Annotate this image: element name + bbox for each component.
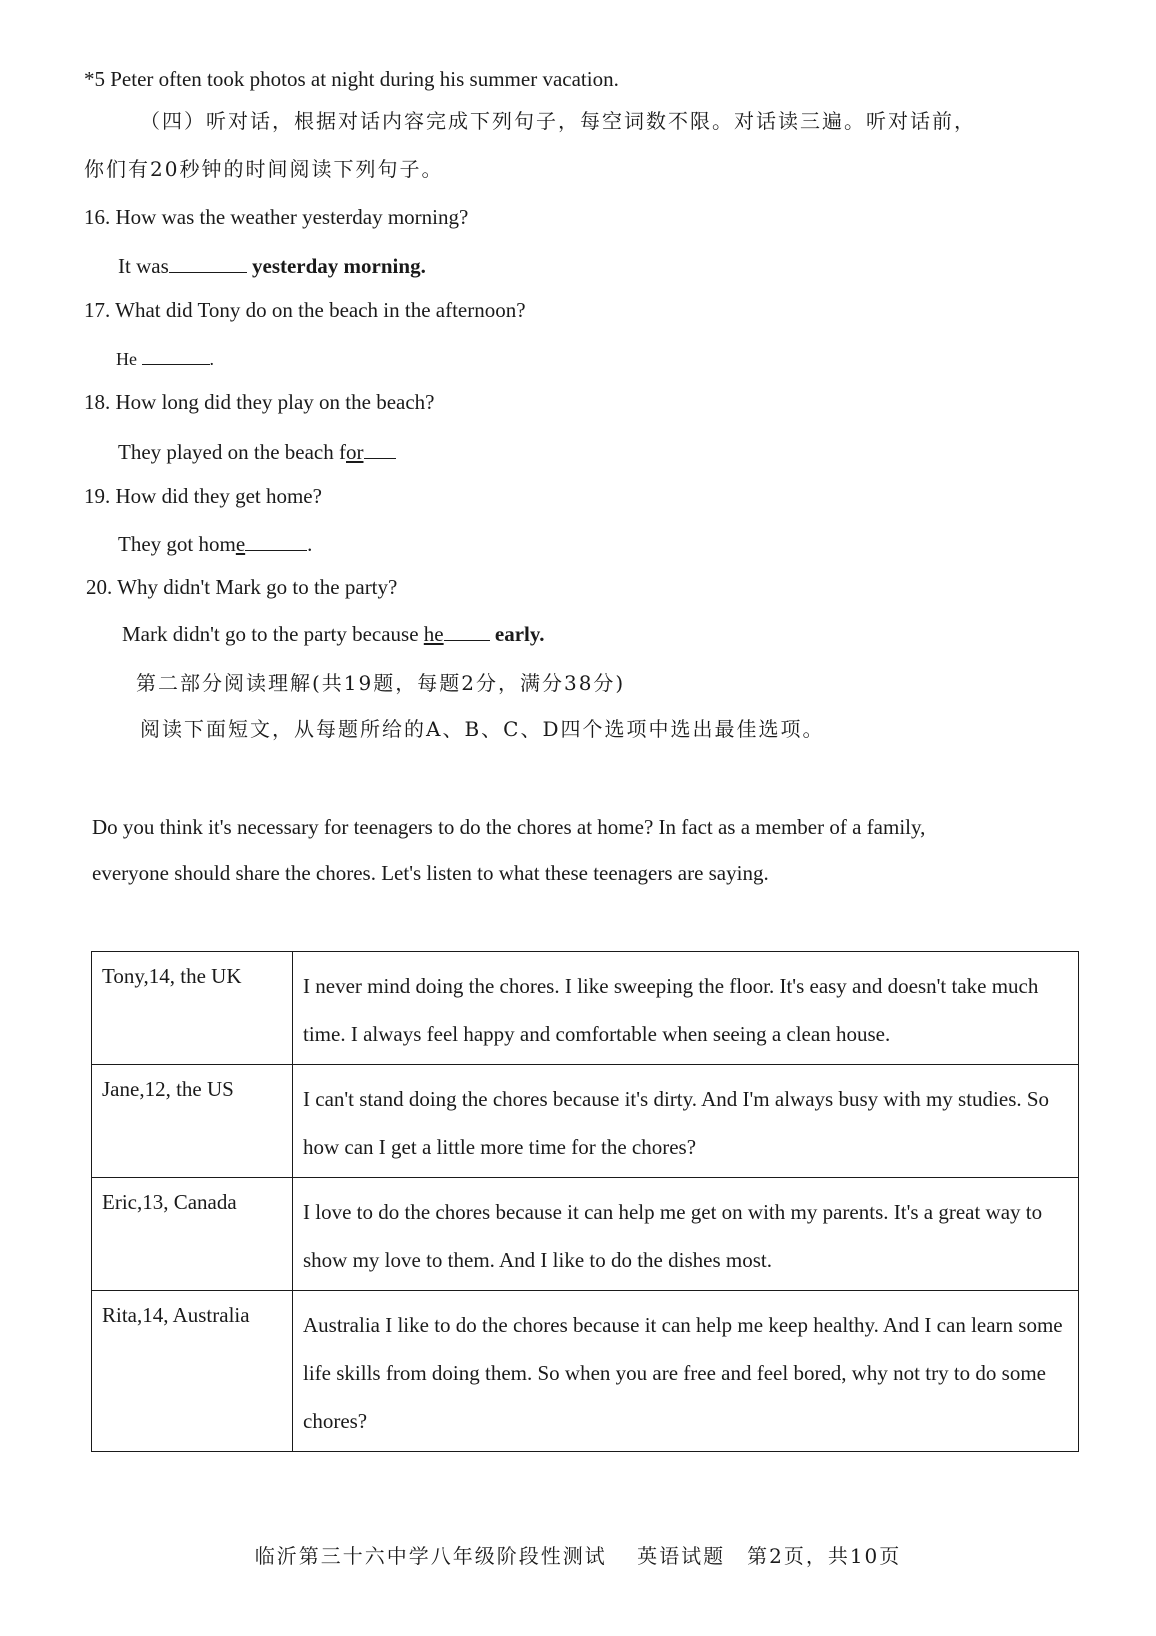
- part-2-instruction: 阅读下面短文，从每题所给的A、B、C、D四个选项中选出最佳选项。: [140, 717, 825, 741]
- table-cell-text: Australia I like to do the chores because it can help me keep healthy. And I can learn some life skills from doing them. So when you are free and feel bored, why not try to do some chores?: [293, 1291, 1079, 1452]
- passage-line-1: Do you think it's necessary for teenagers to do the chores at home? In fact as a member of a family,: [92, 815, 926, 839]
- answer-18: They played on the beach for: [118, 438, 396, 465]
- page-footer: 临沂第三十六中学八年级阶段性测试 英语试题 第2页，共10页: [254, 1544, 902, 1568]
- table-cell-name: Eric,13, Canada: [92, 1178, 293, 1291]
- answer-blank[interactable]: [364, 438, 396, 459]
- table-row: [92, 1178, 1079, 1291]
- table-cell-text: I love to do the chores because it can help me get on with my parents. It's a great way to show my love to them. And I like to do the dishes most.: [293, 1178, 1079, 1291]
- answer-17: He .: [116, 344, 214, 372]
- answer-blank[interactable]: [169, 252, 247, 273]
- answer-20: Mark didn't go to the party because he early.: [122, 622, 545, 646]
- answer-blank[interactable]: [142, 344, 210, 365]
- table-cell-name: Rita,14, Australia: [92, 1291, 293, 1452]
- table-cell-text: I can't stand doing the chores because it's dirty. And I'm always busy with my studies. So how can I get a little more time for the chores?: [293, 1065, 1079, 1178]
- answer-16: It was yesterday morning.: [118, 254, 426, 278]
- answer-blank[interactable]: [245, 530, 307, 551]
- table-cell-text: I never mind doing the chores. I like sweeping the floor. It's easy and doesn't take much time. I always feel happy and comfortable when seeing a clean house.: [293, 952, 1079, 1065]
- table-row: [92, 1065, 1079, 1178]
- section-4-instruction-cont: 你们有20秒钟的时间阅读下列句子。: [84, 157, 444, 181]
- teenagers-table: [91, 951, 1079, 1452]
- table-cell-name: Tony,14, the UK: [92, 952, 293, 1065]
- passage-line-2: everyone should share the chores. Let's listen to what these teenagers are saying.: [92, 861, 769, 885]
- answer-blank[interactable]: [444, 620, 490, 641]
- table-row: [92, 1291, 1079, 1452]
- question-19: 19. How did they get home?: [84, 484, 322, 508]
- table-cell-name: Jane,12, the US: [92, 1065, 293, 1178]
- section-4-instruction: （四）听对话，根据对话内容完成下列句子，每空词数不限。对话读三遍。听对话前，: [140, 109, 976, 133]
- question-16: 16. How was the weather yesterday morning?: [84, 205, 469, 229]
- answer-19: They got home .: [118, 532, 313, 556]
- question-17: 17. What did Tony do on the beach in the afternoon?: [84, 298, 526, 322]
- part-2-title: 第二部分阅读理解(共19题，每题2分，满分38分): [136, 671, 626, 695]
- question-18: 18. How long did they play on the beach?: [84, 390, 435, 414]
- table-row: [92, 952, 1079, 1065]
- question-20: 20. Why didn't Mark go to the party?: [86, 575, 398, 599]
- statement-5: *5 Peter often took photos at night during his summer vacation.: [84, 67, 619, 91]
